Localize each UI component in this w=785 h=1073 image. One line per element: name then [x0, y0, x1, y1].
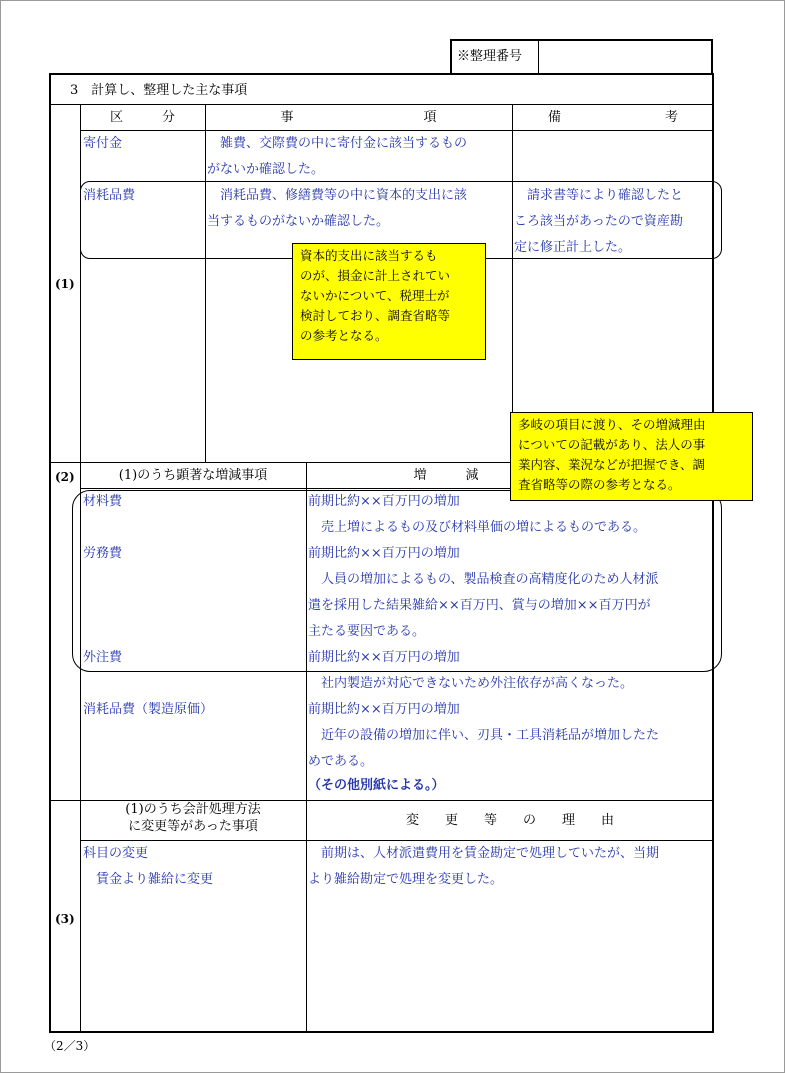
s2-item-line: 前期比約××百万円の増加	[308, 546, 460, 561]
s3-item: 科目の変更	[83, 846, 149, 861]
s1-row-bikou-line: 定に修正計上した。	[514, 240, 632, 255]
s1-row-jikou-line: 雑費、交際費の中に寄付金に該当するもの	[207, 136, 468, 151]
s3-col-a-line1: (1)のうち会計処理方法	[125, 802, 261, 817]
s2-item: 労務費	[83, 546, 123, 561]
note-line: 資本的支出に該当するも	[300, 248, 438, 263]
s3-label: (3)	[55, 912, 75, 926]
s2-item-line: 人員の増加によるもの、製品検査の高精度化のため人材派	[308, 572, 659, 587]
s2-item-line: 社内製造が対応できないため外注依存が高くなった。	[308, 676, 634, 691]
s2-item-line: 前期比約××百万円の増加	[308, 650, 460, 665]
s1-row-bikou-line: 請求書等により確認したと	[514, 188, 684, 203]
note-line: 検討しており、調査省略等	[300, 308, 451, 323]
note-line: ないかについて、税理士が	[300, 288, 450, 303]
s2-item-line: 近年の設備の増加に伴い、刃具・工具消耗品が増加したた	[308, 728, 660, 743]
s1-col-jikou: 事 項	[280, 110, 437, 125]
s1-col-kubun: 区 分	[109, 110, 175, 125]
s2-annotation-note	[510, 412, 753, 501]
s1-label: (1)	[55, 277, 75, 291]
s2-col-b: 増 減	[413, 468, 479, 483]
s2-label: (2)	[55, 470, 75, 484]
s3-item-sub: 賃金より雑給に変更	[83, 872, 214, 887]
s2-item-line: 前期比約××百万円の増加	[308, 702, 460, 717]
s2-highlight-outline	[72, 490, 722, 672]
note-line: 査省略等の際の参考となる。	[518, 477, 681, 492]
s1-row-bikou-line: ころ該当があったので資産勘	[514, 214, 683, 229]
s3-reason-line: 前期は、人材派遣費用を賃金勘定で処理していたが、当期	[308, 846, 660, 861]
s2-other-note: （その他別紙による。）	[308, 778, 445, 793]
s2-item: 外注費	[83, 650, 123, 665]
ref-number-label: ※整理番号	[457, 49, 523, 64]
s3-reason-line: より雑給勘定で処理を変更した。	[308, 872, 504, 887]
s2-item-line: 主たる要因である。	[308, 624, 426, 639]
s2-item: 材料費	[83, 494, 123, 509]
s1-row-jikou-line: がないか確認した。	[207, 162, 325, 177]
note-line: 業内容、業況などが把握でき、調	[518, 457, 706, 472]
note-line: についての記載があり、法人の事	[518, 437, 706, 452]
s1-row-kubun: 寄付金	[83, 136, 123, 151]
s2-col-a: (1)のうち顕著な増減事項	[118, 468, 268, 483]
s1-annotation-note	[292, 243, 486, 360]
section-title: 3 計算し、整理した主な事項	[70, 83, 248, 98]
s2-item-line: 売上増によるもの及び材料単価の増によるものである。	[308, 520, 647, 535]
s3-col-b: 変 更 等 の 理 由	[405, 813, 614, 828]
s2-item-line: 前期比約××百万円の増加	[308, 494, 460, 509]
note-line: 多岐の項目に渡り、その増減理由	[518, 417, 706, 432]
ref-number-field[interactable]	[540, 41, 710, 71]
s2-item-line: 遣を採用した結果雑給××百万円、賞与の増加××百万円が	[308, 598, 651, 613]
page-number: （2／3）	[44, 1039, 96, 1053]
s1-row-kubun: 消耗品費	[83, 188, 136, 203]
note-line: の参考となる。	[300, 328, 388, 343]
s1-row-jikou-line: 消耗品費、修繕費等の中に資本的支出に該	[207, 188, 468, 203]
s3-col-a-line2: に変更等があった事項	[128, 819, 258, 834]
s1-row-jikou-line: 当するものがないか確認した。	[207, 214, 390, 229]
note-line: のが、損金に計上されてい	[300, 268, 451, 283]
s2-item: 消耗品費（製造原価）	[83, 702, 214, 717]
s2-item-line: めである。	[308, 754, 374, 769]
s1-col-bikou: 備 考	[547, 110, 678, 125]
